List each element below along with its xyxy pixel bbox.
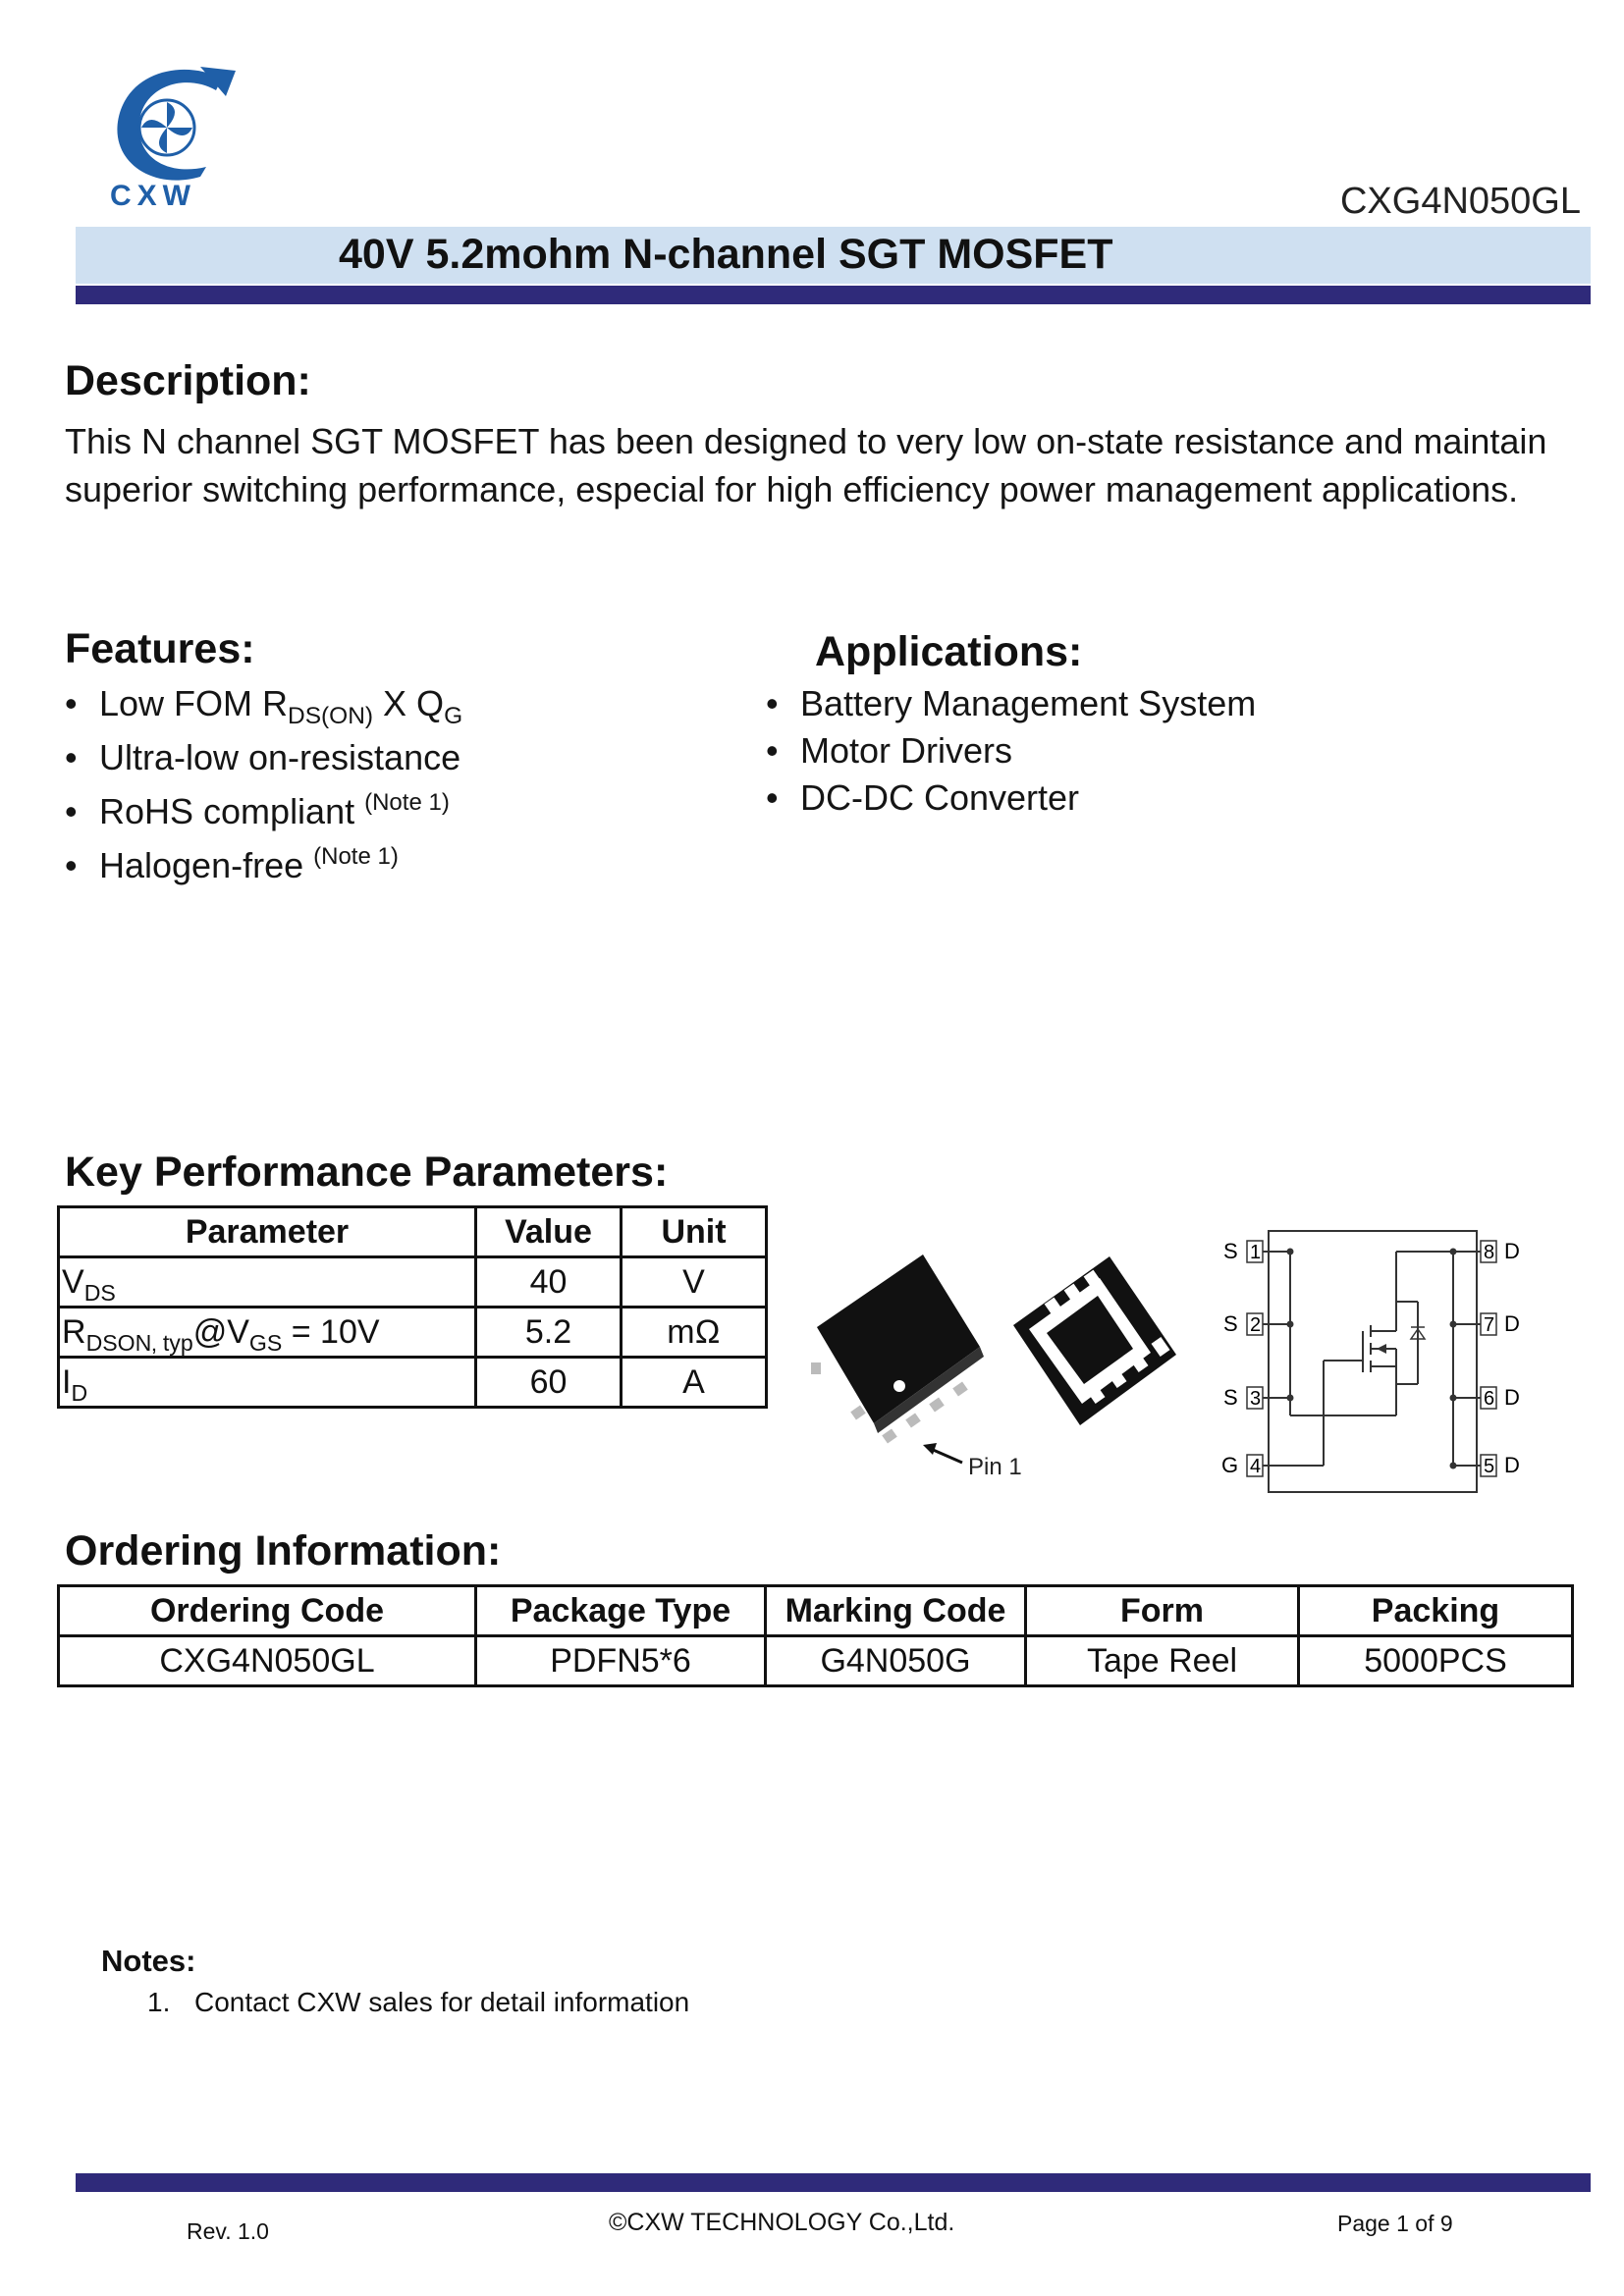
- table-header: Package Type: [476, 1586, 766, 1636]
- table-row: [59, 1358, 767, 1408]
- table-cell: 5000PCS: [1299, 1636, 1573, 1686]
- table-row: [59, 1257, 767, 1308]
- note-text: Contact CXW sales for detail information: [194, 1987, 690, 2017]
- pin-label: D: [1504, 1453, 1520, 1477]
- left-pins: [1221, 1239, 1263, 1477]
- right-pins: [1481, 1239, 1520, 1477]
- pin-number: 2: [1250, 1314, 1262, 1336]
- param-text: = 10V: [282, 1312, 380, 1351]
- table-cell: Tape Reel: [1026, 1636, 1299, 1686]
- notes-heading: Notes:: [101, 1944, 196, 1978]
- table-cell: CXG4N050GL: [59, 1636, 476, 1686]
- feature-item: [65, 791, 462, 845]
- feature-subscript: G: [444, 703, 463, 730]
- package-bottom-view: [1013, 1256, 1176, 1425]
- param-subscript: DSON‚ typ: [85, 1329, 193, 1356]
- pin-number: 1: [1250, 1242, 1262, 1263]
- param-cell: [59, 1308, 476, 1358]
- ordering-table: [57, 1584, 1574, 1687]
- pin-number: 7: [1484, 1314, 1495, 1336]
- application-item: • Battery Management System: [766, 683, 1256, 730]
- part-number: CXG4N050GL: [1339, 181, 1581, 222]
- package-illustration: [805, 1239, 1198, 1504]
- table-header: Marking Code: [766, 1586, 1026, 1636]
- note-reference: (Note 1): [313, 843, 399, 870]
- value-cell: 40: [476, 1257, 622, 1308]
- value-cell: 60: [476, 1358, 622, 1408]
- pin-label: D: [1504, 1385, 1520, 1410]
- pinout-schematic: [1210, 1223, 1534, 1504]
- table-row: [59, 1636, 1573, 1686]
- mosfet-symbol-icon: [1263, 1231, 1481, 1466]
- param-subscript: GS: [248, 1329, 283, 1356]
- table-header: Value: [476, 1207, 622, 1257]
- pin-number: 8: [1484, 1242, 1495, 1263]
- pin-number: 4: [1250, 1456, 1262, 1477]
- key-params-heading: Key Performance Parameters:: [65, 1148, 669, 1196]
- feature-text: RoHS compliant: [99, 791, 355, 831]
- table-cell: G4N050G: [766, 1636, 1026, 1686]
- feature-text: Low FOM R: [99, 683, 289, 723]
- applications-heading: Applications:: [815, 628, 1083, 675]
- revision-label: Rev. 1.0: [187, 2218, 269, 2244]
- key-params-table: [57, 1205, 768, 1409]
- page-title: 40V 5.2mohm N-channel SGT MOSFET: [339, 231, 1113, 278]
- table-row: [59, 1308, 767, 1358]
- header-rule: [76, 286, 1591, 304]
- param-cell: [59, 1358, 476, 1408]
- application-item: • DC-DC Converter: [766, 777, 1256, 825]
- param-symbol: R: [62, 1312, 86, 1351]
- pin1-arrow-icon: [923, 1443, 962, 1463]
- pin-number: 6: [1484, 1388, 1495, 1410]
- description-body: This N channel SGT MOSFET has been designed to very low on-state resistance and maintain superior switching performance, especial for high efficiency power management applications.: [65, 421, 1547, 509]
- feature-item: [65, 845, 462, 899]
- table-header-row: [59, 1207, 767, 1257]
- table-header: Form: [1026, 1586, 1299, 1636]
- feature-text: Ultra-low on-resistance: [99, 737, 461, 777]
- logo-wordmark: CXW: [110, 180, 196, 212]
- pin-label: D: [1504, 1239, 1520, 1263]
- pin-label: S: [1223, 1311, 1238, 1336]
- param-symbol: V: [62, 1262, 84, 1301]
- feature-text: Halogen-free: [99, 845, 304, 885]
- feature-item: [65, 683, 462, 737]
- applications-list: [766, 683, 1256, 825]
- pin1-label: Pin 1: [968, 1454, 1022, 1480]
- footer-rule: [76, 2173, 1591, 2192]
- pin-label: S: [1223, 1385, 1238, 1410]
- table-cell: PDFN5*6: [476, 1636, 766, 1686]
- unit-cell: A: [622, 1358, 767, 1408]
- pin-number: 3: [1250, 1388, 1262, 1410]
- feature-subscript: DS(ON): [288, 703, 374, 730]
- param-subscript: DS: [83, 1279, 116, 1306]
- features-heading: Features:: [65, 625, 255, 672]
- copyright-label: ©CXW TECHNOLOGY Co.,Ltd.: [609, 2209, 955, 2236]
- param-symbol: I: [62, 1362, 72, 1401]
- param-cell: [59, 1257, 476, 1308]
- pin-number: 5: [1484, 1456, 1495, 1477]
- note-number: 1.: [147, 1987, 171, 2017]
- application-item: • Motor Drivers: [766, 730, 1256, 777]
- unit-cell: mΩ: [622, 1308, 767, 1358]
- value-cell: 5.2: [476, 1308, 622, 1358]
- table-header: Parameter: [59, 1207, 476, 1257]
- table-header-row: [59, 1586, 1573, 1636]
- table-header: Unit: [622, 1207, 767, 1257]
- pin-label: S: [1223, 1239, 1238, 1263]
- note-reference: (Note 1): [364, 789, 450, 816]
- param-text: @V: [192, 1312, 249, 1351]
- features-list: [65, 683, 462, 899]
- pin-label: D: [1504, 1311, 1520, 1336]
- package-top-view: [811, 1255, 984, 1444]
- table-header: Packing: [1299, 1586, 1573, 1636]
- ordering-heading: Ordering Information:: [65, 1527, 502, 1575]
- table-header: Ordering Code: [59, 1586, 476, 1636]
- unit-cell: V: [622, 1257, 767, 1308]
- note-item: [147, 1987, 689, 2018]
- feature-item: [65, 737, 462, 791]
- description-heading: Description:: [65, 357, 311, 404]
- feature-text: X Q: [373, 683, 445, 723]
- param-subscript: D: [71, 1379, 88, 1406]
- pin-label: G: [1221, 1453, 1239, 1477]
- page-number: Page 1 of 9: [1337, 2211, 1453, 2236]
